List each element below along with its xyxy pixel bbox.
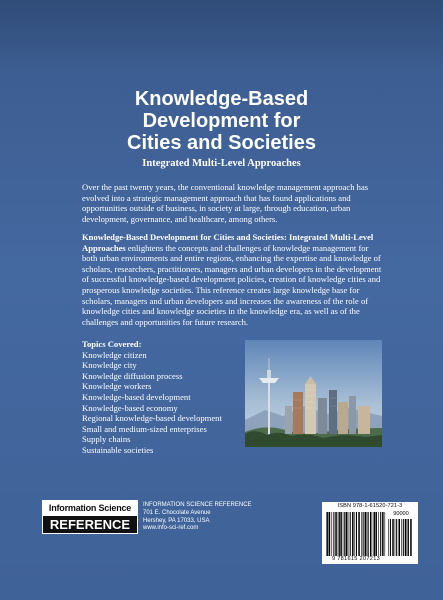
- topic-item: Knowledge-based economy: [82, 402, 178, 413]
- topic-item: Knowledge diffusion process: [82, 370, 183, 381]
- title-line-1: Knowledge-Based: [134, 88, 309, 110]
- ean-number: 9 781615 207213: [331, 556, 381, 562]
- book-subtitle: Integrated Multi-Level Approaches: [142, 158, 301, 169]
- topics-covered: [82, 339, 242, 456]
- intro-paragraph: Over the past twenty years, the conventional knowledge management approach has evolved into a strategic management approach that has found applications and opportunities outside of business, in society at large, through education, urban development, governance, and healthcare, among others.: [82, 182, 369, 224]
- publisher-city: Hershey, PA 17033, USA: [143, 517, 210, 524]
- topic-item: Knowledge citizen: [82, 349, 147, 360]
- title-line-2: Development for: [142, 110, 301, 132]
- book-title: [0, 88, 443, 154]
- ean-bars: [326, 512, 386, 556]
- addon-bars: [388, 519, 414, 556]
- skyline-illustration: [245, 340, 382, 447]
- logo-text-top: Information Science: [43, 501, 137, 516]
- description-paragraph: [82, 232, 382, 327]
- topic-item: Sustainable societies: [82, 444, 154, 455]
- publisher-address: [143, 502, 293, 533]
- topic-item: Regional knowledge-based development: [82, 413, 222, 424]
- topic-item: Knowledge workers: [82, 381, 152, 392]
- publisher-name: INFORMATION SCIENCE REFERENCE: [143, 502, 252, 508]
- description-text: enlightens the concepts and challenges of knowledge management for both urban environments and entire regions, enhancing the expertise and knowledge of scholars, researchers, practitioners, managers and urban developers in the development of successful knowledge-based development policies, creation of knowledge cities and prosperous knowledge societies. This reference creates large knowledge base for scholars, managers and urban developers and increases the awareness of the role of knowledge cities and knowledge societies in the knowledge era, as well as of the challenges and opportunities for future research.: [82, 242, 382, 327]
- isbn-number: ISBN 978-1-61520-721-3: [337, 503, 403, 509]
- isbn-barcode: [322, 502, 418, 564]
- title-block: [0, 88, 443, 169]
- topic-item: Small and medium-sized enterprises: [82, 423, 207, 434]
- logo-text-bottom: REFERENCE: [49, 517, 131, 532]
- description-title: Knowledge-Based Development for Cities and Societies: Integrated Multi-Level Approaches: [82, 232, 374, 253]
- topic-item: Knowledge-based development: [82, 391, 191, 402]
- topic-item: Supply chains: [82, 434, 131, 445]
- title-line-3: Cities and Societies: [127, 132, 316, 154]
- top-shade: [0, 0, 443, 70]
- topic-item: Knowledge city: [82, 360, 137, 371]
- price-addon-number: 90000: [393, 511, 409, 517]
- topics-list: [82, 350, 242, 456]
- publisher-logo: [42, 500, 138, 534]
- city-skyline-photo: [245, 340, 382, 447]
- publisher-website: www.info-sci-ref.com: [143, 525, 199, 532]
- topics-heading: Topics Covered:: [82, 339, 142, 349]
- publisher-street: 701 E. Chocolate Avenue: [143, 509, 211, 516]
